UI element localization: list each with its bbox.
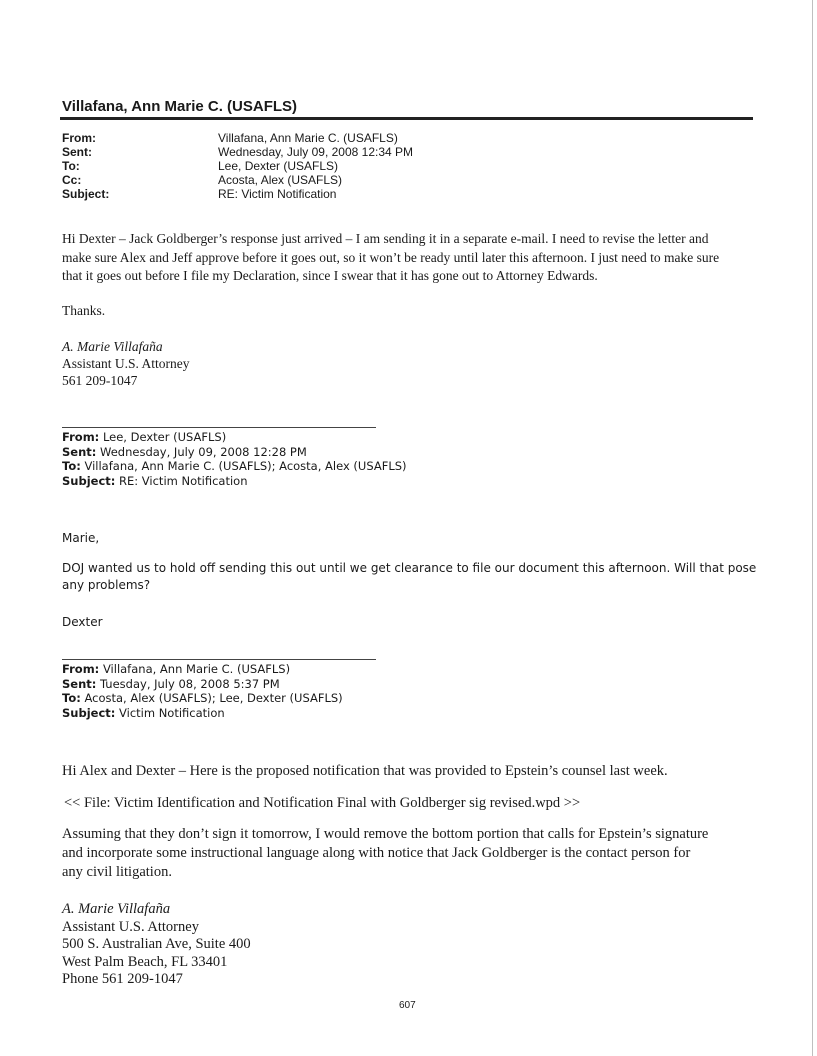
document-title: Villafana, Ann Marie C. (USAFLS) <box>62 98 298 115</box>
message-line: make sure Alex and Jeff approve before it goes out, so it won’t be ready until later this afternoon. I just need to make sure <box>62 249 720 265</box>
attachment-link[interactable]: << File: Victim Identification and Notification Final with Goldberger sig revised.wpd >> <box>64 795 581 811</box>
fwd-from-label: From: <box>62 662 100 676</box>
signature-title: Assistant U.S. Attorney <box>62 918 199 935</box>
fwd-to-row <box>62 691 343 706</box>
fwd-to-label: To: <box>62 459 81 473</box>
forward2-body <box>62 825 782 882</box>
cc-label: Cc: <box>62 173 82 187</box>
page-number: 607 <box>399 1000 416 1011</box>
fwd-sent-label: Sent: <box>62 444 97 459</box>
cc-value: Acosta, Alex (USAFLS) <box>218 173 343 187</box>
signature-block-2 <box>62 901 251 989</box>
fwd-subject-label: Subject: <box>62 473 116 488</box>
fwd-subject-value: Victim Notification <box>119 705 225 720</box>
signature-address-line2: West Palm Beach, FL 33401 <box>62 953 228 970</box>
separator-line <box>62 659 376 660</box>
page-edge-line <box>812 0 813 1056</box>
signature-block <box>62 338 190 389</box>
message-body <box>62 230 762 286</box>
message-line: that it goes out before I file my Declaration, since I swear that it has gone out to Attorney Edwards. <box>62 268 598 283</box>
header-cc-row <box>62 173 413 187</box>
fwd-from-value: Villafana, Ann Marie C. (USAFLS) <box>102 662 291 676</box>
fwd-from-label: From: <box>62 430 100 444</box>
forwarded-header <box>62 430 407 488</box>
signature-name: A. Marie Villafaña <box>62 901 171 917</box>
to-value: Lee, Dexter (USAFLS) <box>218 159 339 173</box>
header-subject-row <box>62 187 413 201</box>
subject-value: RE: Victim Notification <box>218 187 337 201</box>
header-from-row <box>62 131 413 145</box>
title-rule <box>60 117 753 120</box>
thanks-line: Thanks. <box>62 303 106 318</box>
intro-line: Hi Alex and Dexter – Here is the proposed notification that was provided to Epstein’s counsel last week. <box>62 763 668 779</box>
subject-label: Subject: <box>62 187 110 201</box>
fwd-sent-value: Tuesday, July 08, 2008 5:37 PM <box>100 676 280 691</box>
sent-value: Wednesday, July 09, 2008 12:34 PM <box>218 145 414 159</box>
forward-line: any problems? <box>62 578 151 592</box>
fwd-sent-row <box>62 677 343 692</box>
fwd-sent-label: Sent: <box>62 676 97 691</box>
signature-name: A. Marie Villafaña <box>62 339 163 354</box>
fwd-from-row <box>62 662 343 677</box>
fwd-subject-row <box>62 706 343 721</box>
signature-phone: 561 209-1047 <box>62 373 138 388</box>
fwd-subject-row <box>62 474 407 489</box>
forwarded-header <box>62 662 343 720</box>
header-sent-row <box>62 145 413 159</box>
signoff: Dexter <box>62 615 103 629</box>
forward2-line: Assuming that they don’t sign it tomorrow, I would remove the bottom portion that calls for Epstein’s signature <box>62 826 709 842</box>
fwd-from-row <box>62 430 407 445</box>
fwd-to-value: Villafana, Ann Marie C. (USAFLS); Acosta, Alex (USAFLS) <box>84 459 407 473</box>
forward-body <box>62 560 762 594</box>
signature-address-line1: 500 S. Australian Ave, Suite 400 <box>62 936 251 952</box>
fwd-sent-value: Wednesday, July 09, 2008 12:28 PM <box>100 444 307 459</box>
fwd-to-row <box>62 459 407 474</box>
from-value: Villafana, Ann Marie C. (USAFLS) <box>218 131 398 145</box>
message-line: Hi Dexter – Jack Goldberger’s response just arrived – I am sending it in a separate e-mail. I need to revise the letter and <box>62 231 709 246</box>
fwd-subject-value: RE: Victim Notification <box>119 473 248 488</box>
from-label: From: <box>62 131 96 145</box>
forward-line: DOJ wanted us to hold off sending this out until we get clearance to file our document this afternoon. Will that pose <box>62 561 757 575</box>
to-label: To: <box>62 159 80 173</box>
fwd-to-label: To: <box>62 691 81 705</box>
greeting: Marie, <box>62 531 100 545</box>
fwd-to-value: Acosta, Alex (USAFLS); Lee, Dexter (USAFLS) <box>84 691 343 705</box>
signature-title: Assistant U.S. Attorney <box>62 356 190 371</box>
separator-line <box>62 427 376 428</box>
fwd-from-value: Lee, Dexter (USAFLS) <box>102 430 227 444</box>
forward2-line: any civil litigation. <box>62 864 172 880</box>
fwd-subject-label: Subject: <box>62 705 116 720</box>
sent-label: Sent: <box>62 145 92 159</box>
signature-phone: Phone 561 209-1047 <box>62 971 183 987</box>
forward2-line: and incorporate some instructional language along with notice that Jack Goldberger is the contact person for <box>62 845 691 861</box>
email-header <box>62 131 413 201</box>
fwd-sent-row <box>62 445 407 460</box>
header-to-row <box>62 159 413 173</box>
